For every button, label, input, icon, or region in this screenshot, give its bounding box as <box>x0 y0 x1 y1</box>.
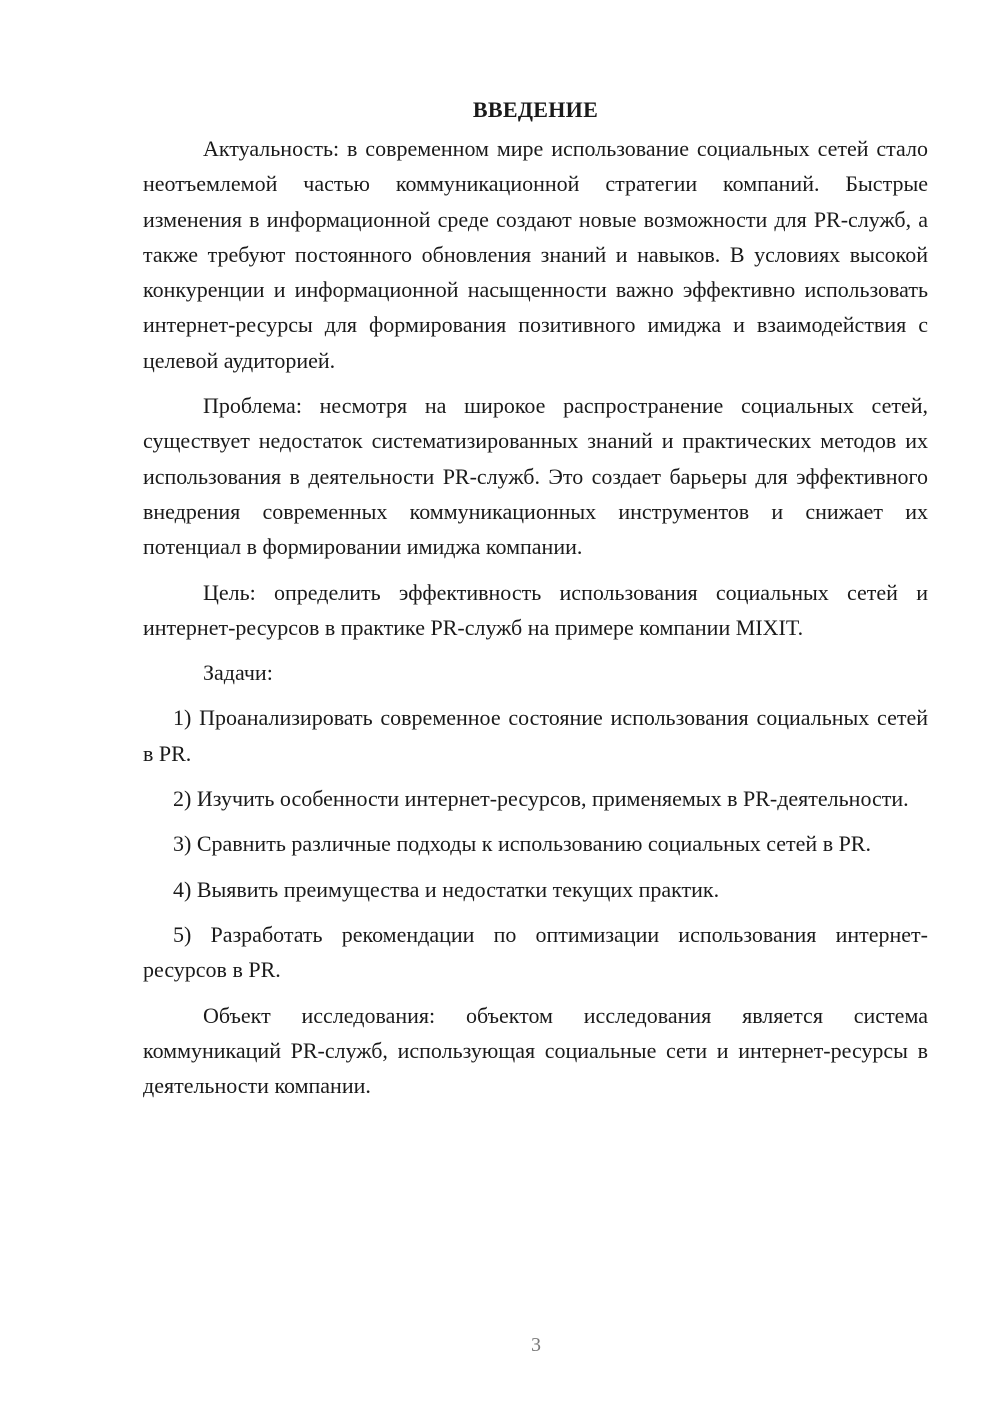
task-item-3: 3) Сравнить различные подходы к использованию социальных сетей в PR. <box>173 831 871 857</box>
tasks-label: Задачи: <box>203 660 273 686</box>
task-item-5: 5) Разработать рекомендации по оптимизации использования интернет-ресурсов в PR. <box>143 921 928 983</box>
problem-paragraph: Проблема: несмотря на широкое распространение социальных сетей, существует недостаток систематизированных знаний и практических методов их использования в деятельности PR-служб. Это создает барьеры для эффективного внедрения современных коммуникационных инструментов и снижает их потенциал в формировании имиджа компании. <box>143 393 928 560</box>
task-item-2: 2) Изучить особенности интернет-ресурсов, применяемых в PR-деятельности. <box>173 786 909 812</box>
page-content <box>143 95 928 1113</box>
page-number: 3 <box>531 1334 541 1356</box>
research-object-paragraph: Объект исследования: объектом исследования является система коммуникаций PR-служб, использующая социальные сети и интернет-ресурсы в деятельности компании. <box>143 1002 928 1099</box>
task-item-1: 1) Проанализировать современное состояние использования социальных сетей в PR. <box>143 705 928 766</box>
task-item-4: 4) Выявить преимущества и недостатки текущих практик. <box>173 876 720 902</box>
relevance-paragraph: Актуальность: в современном мире использование социальных сетей стало неотъемлемой частью коммуникационной стратегии компаний. Быстрые изменения в информационной среде создают новые возможности для PR-служб, а также требуют постоянного обновления знаний и навыков. В условиях высокой конкуренции и информационной насыщенности важно эффективно использовать интернет-ресурсы для формирования позитивного имиджа и взаимодействия с целевой аудиторией. <box>143 136 928 373</box>
section-heading: ВВЕДЕНИЕ <box>472 97 599 122</box>
goal-paragraph: Цель: определить эффективность использования социальных сетей и интернет-ресурсов в практике PR-служб на примере компании MIXIT. <box>143 579 928 640</box>
